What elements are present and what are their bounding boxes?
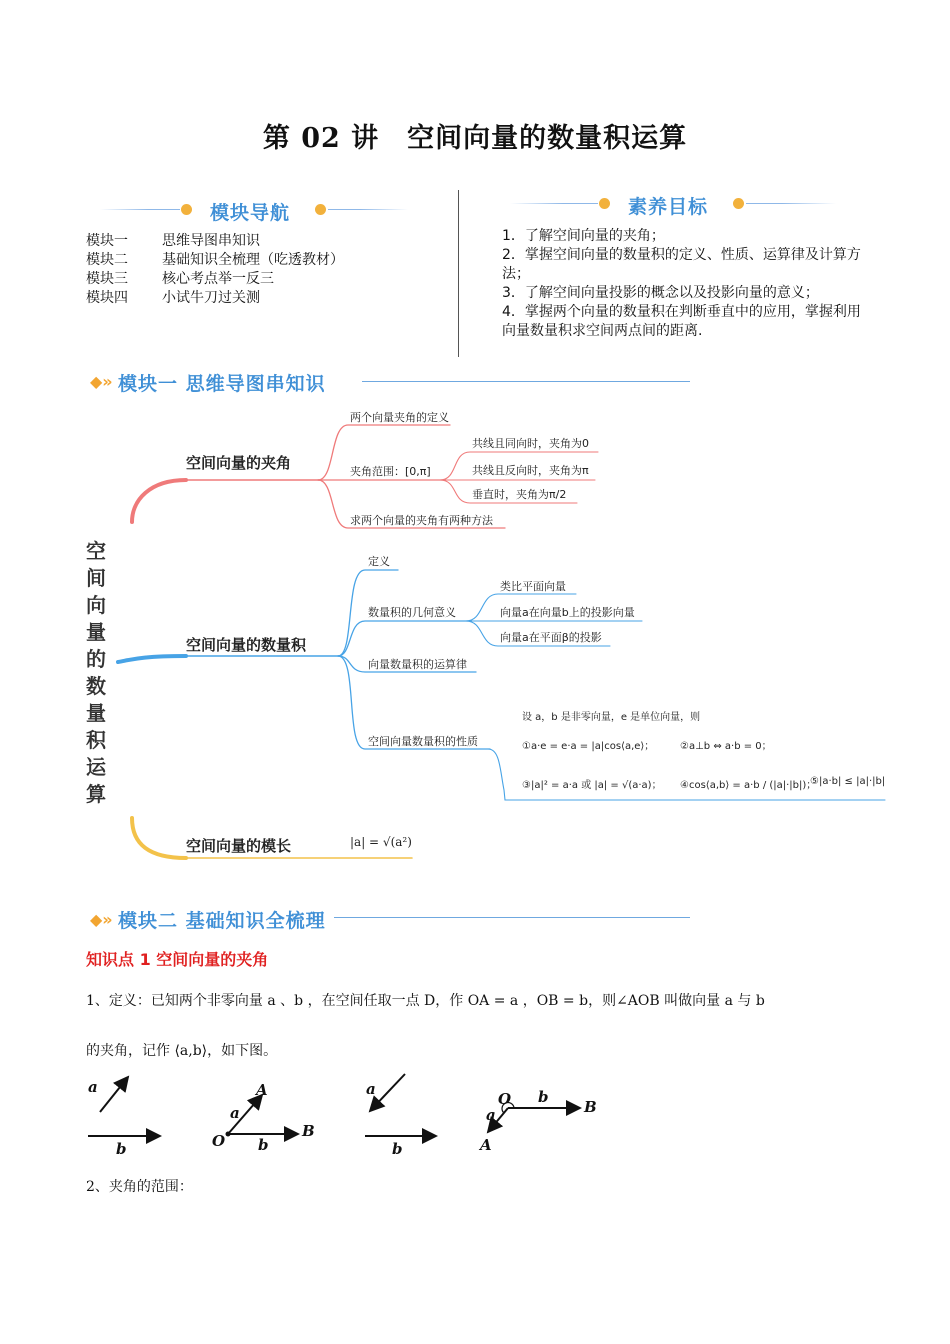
figure-label-A: A xyxy=(256,1081,268,1099)
angle-figure xyxy=(80,1068,620,1160)
range-item: 共线且反向时，夹角为π xyxy=(472,464,589,477)
figure-label-a: a xyxy=(230,1104,240,1122)
property-item: ④cos⟨a,b⟩ = a·b / (|a|·|b|)； xyxy=(680,780,817,791)
nav-divider-line xyxy=(100,209,180,210)
property-item: ⑤|a·b| ≤ |a|·|b| xyxy=(810,776,886,787)
goal-dot-icon xyxy=(733,198,744,209)
goal-heading: 素养目标 xyxy=(628,196,709,218)
module2-heading-line xyxy=(334,917,690,918)
module-list-item: 模块三 核心考点举一反三 xyxy=(86,271,274,287)
module1-heading-line xyxy=(362,381,690,382)
goal-item: 4．掌握两个向量的数量积在判断垂直中的应用，掌握利用向量数量积求空间两点间的距离. xyxy=(502,304,861,339)
figure-label-b: b xyxy=(116,1140,127,1158)
property-item: ③|a|² = a·a 或 |a| = √(a·a)； xyxy=(522,780,662,791)
branch-dot-item: 向量数量积的运算律 xyxy=(368,658,467,671)
nav-divider-line xyxy=(328,209,408,210)
geo-meaning-item: 向量a在平面β的投影 xyxy=(500,631,602,644)
mindmap-center-title: 空 间 向 量 的 数 量 积 运 算 xyxy=(86,539,106,806)
range-item: 共线且同向时，夹角为0 xyxy=(472,437,589,450)
figure-label-a: a xyxy=(88,1078,98,1096)
figure-label-O: O xyxy=(212,1132,226,1150)
branch-angle-label: 空间向量的夹角 xyxy=(186,454,292,472)
page-title: 第 02 讲 空间向量的数量积运算 xyxy=(262,123,688,154)
knowledge-point-title: 知识点 1 空间向量的夹角 xyxy=(86,950,269,969)
goal-list xyxy=(502,227,868,341)
goal-divider-line xyxy=(746,203,836,204)
definition-line: 1、定义：已知两个非零向量 a 、b ，在空间任取一点 D，作 OA = a ，OB = b，则∠AOB 叫做向量 a 与 b xyxy=(86,993,765,1009)
geo-meaning-item: 类比平面向量 xyxy=(500,580,566,593)
branch-angle-item: 求两个向量的夹角有两种方法 xyxy=(350,514,493,527)
diamond-arrow-icon: ◆» xyxy=(90,372,113,391)
nav-heading: 模块导航 xyxy=(210,202,291,224)
vertical-divider xyxy=(458,190,459,357)
figure-label-b: b xyxy=(538,1088,549,1106)
goal-item: 1．了解空间向量的夹角； xyxy=(502,228,665,244)
goal-item: 3．了解空间向量投影的概念以及投影向量的意义； xyxy=(502,285,819,301)
branch-dot-product-label: 空间向量的数量积 xyxy=(186,636,307,654)
branch-dot-item: 空间向量数量积的性质 xyxy=(368,735,478,748)
nav-dot-icon xyxy=(181,204,192,215)
branch-dot-item: 定义 xyxy=(368,555,390,568)
branch-dot-item: 数量积的几何意义 xyxy=(368,606,456,619)
module-list-item: 模块一 思维导图串知识 xyxy=(86,233,260,249)
module-list-item: 模块四 小试牛刀过关测 xyxy=(86,290,260,306)
length-formula: |a| = √(a²) xyxy=(350,835,412,849)
goal-dot-icon xyxy=(599,198,610,209)
figure-label-B: B xyxy=(584,1098,597,1116)
figure-label-b: b xyxy=(392,1140,403,1158)
figure-label-a: a xyxy=(486,1106,496,1124)
branch-angle-item: 夹角范围：[0,π] xyxy=(350,465,431,478)
figure-label-b: b xyxy=(258,1136,269,1154)
range-line: 2、夹角的范围： xyxy=(86,1179,193,1195)
nav-dot-icon xyxy=(315,204,326,215)
module-list-item: 模块二 基础知识全梳理（吃透教材） xyxy=(86,252,344,268)
diamond-arrow-icon: ◆» xyxy=(90,910,113,929)
range-item: 垂直时，夹角为π/2 xyxy=(472,488,567,501)
module1-heading: 模块一 思维导图串知识 xyxy=(118,373,326,395)
definition-line: 的夹角，记作 ⟨a,b⟩，如下图。 xyxy=(86,1043,278,1059)
goal-divider-line xyxy=(510,203,598,204)
geo-meaning-item: 向量a在向量b上的投影向量 xyxy=(500,606,635,619)
goal-item: 2．掌握空间向量的数量积的定义、性质、运算律及计算方法； xyxy=(502,247,861,282)
branch-angle-item: 两个向量夹角的定义 xyxy=(350,411,449,424)
property-item: ①a·e = e·a = |a|cos⟨a,e⟩； xyxy=(522,741,655,752)
property-item: ②a⊥b ⇔ a·b = 0； xyxy=(680,741,772,752)
figure-label-O: O xyxy=(498,1090,512,1108)
module2-heading: 模块二 基础知识全梳理 xyxy=(118,910,326,932)
figure-label-B: B xyxy=(302,1122,315,1140)
properties-intro: 设 a，b 是非零向量，e 是单位向量，则 xyxy=(522,712,701,723)
branch-length-label: 空间向量的模长 xyxy=(186,837,292,855)
figure-label-a: a xyxy=(366,1080,376,1098)
module-list xyxy=(86,232,344,308)
figure-label-A: A xyxy=(480,1136,492,1154)
